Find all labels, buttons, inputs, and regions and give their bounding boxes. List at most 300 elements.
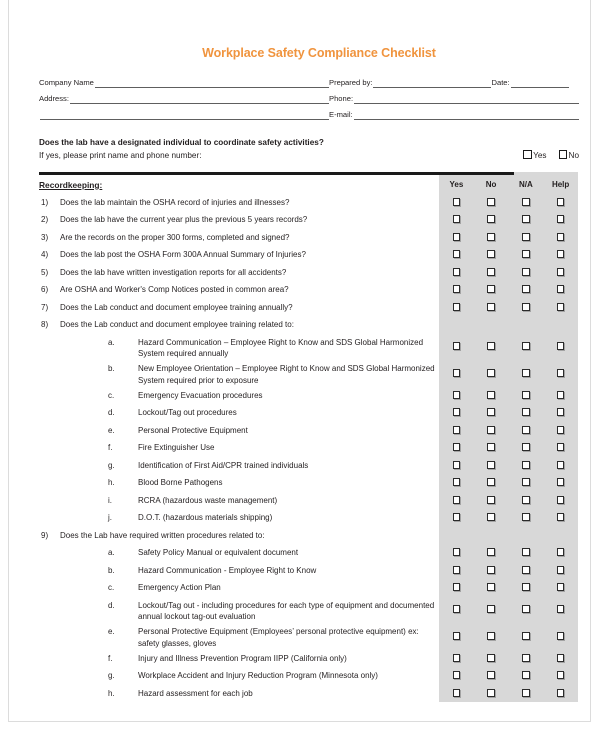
checkbox-icon[interactable] xyxy=(453,461,461,469)
answer-cell-help[interactable] xyxy=(543,215,578,223)
answer-cell-no[interactable] xyxy=(474,566,509,574)
answer-cell-help[interactable] xyxy=(543,632,578,640)
answer-cell-yes[interactable] xyxy=(439,342,474,350)
answer-cell-help[interactable] xyxy=(543,443,578,451)
row-answer-boxes xyxy=(439,509,578,527)
checkbox-icon[interactable] xyxy=(522,654,530,662)
row-label: Lockout/Tag out - including procedures for each type of equipment and documented annual lockout tag-out evaluation xyxy=(138,600,435,621)
date-label: Date: xyxy=(491,78,510,87)
checkbox-icon[interactable] xyxy=(557,566,565,574)
row-letter: d. xyxy=(108,600,115,610)
answer-cell-na[interactable] xyxy=(509,654,544,662)
row-answer-boxes xyxy=(439,360,578,387)
answer-cell-yes[interactable] xyxy=(439,632,474,640)
row-text xyxy=(39,263,439,281)
checkbox-icon[interactable] xyxy=(522,632,530,640)
checkbox-icon[interactable] xyxy=(487,342,495,350)
checkbox-icon[interactable] xyxy=(559,150,568,159)
answer-cell-no[interactable] xyxy=(474,285,509,293)
checkbox-icon[interactable] xyxy=(522,250,530,258)
checkbox-icon[interactable] xyxy=(557,548,565,556)
table-row xyxy=(39,439,579,457)
answer-cell-na[interactable] xyxy=(509,285,544,293)
checkbox-icon[interactable] xyxy=(487,369,495,377)
answer-cell-na[interactable] xyxy=(509,461,544,469)
checkbox-icon[interactable] xyxy=(453,342,461,350)
answer-cell-help[interactable] xyxy=(543,250,578,258)
checkbox-icon[interactable] xyxy=(487,566,495,574)
table-row xyxy=(39,491,579,509)
row-text xyxy=(39,509,439,527)
checkbox-icon[interactable] xyxy=(487,461,495,469)
checkbox-icon[interactable] xyxy=(557,342,565,350)
checkbox-icon[interactable] xyxy=(487,198,495,206)
answer-cell-no[interactable] xyxy=(474,632,509,640)
checkbox-icon[interactable] xyxy=(453,408,461,416)
answer-cell-help[interactable] xyxy=(543,408,578,416)
checkbox-icon[interactable] xyxy=(487,583,495,591)
answer-cell-na[interactable] xyxy=(509,478,544,486)
row-answer-boxes xyxy=(439,333,578,360)
answer-cell-help[interactable] xyxy=(543,654,578,662)
checkbox-icon[interactable] xyxy=(557,461,565,469)
checkbox-icon[interactable] xyxy=(487,548,495,556)
row-text xyxy=(39,456,439,474)
answer-cell-help[interactable] xyxy=(543,548,578,556)
table-row xyxy=(39,526,579,544)
row-label: Emergency Action Plan xyxy=(138,583,221,592)
table-row xyxy=(39,667,579,685)
answer-cell-yes[interactable] xyxy=(439,233,474,241)
answer-cell-yes[interactable] xyxy=(439,303,474,311)
answer-cell-help[interactable] xyxy=(543,689,578,697)
answer-cell-help[interactable] xyxy=(543,268,578,276)
answer-cell-yes[interactable] xyxy=(439,443,474,451)
answer-cell-no[interactable] xyxy=(474,478,509,486)
checkbox-icon[interactable] xyxy=(487,443,495,451)
checkbox-icon[interactable] xyxy=(557,513,565,521)
row-answer-boxes xyxy=(439,684,578,702)
answer-cell-help[interactable] xyxy=(543,513,578,521)
answer-cell-na[interactable] xyxy=(509,632,544,640)
checkbox-icon[interactable] xyxy=(453,198,461,206)
checkbox-icon[interactable] xyxy=(557,268,565,276)
answer-cell-help[interactable] xyxy=(543,566,578,574)
answer-cell-yes[interactable] xyxy=(439,461,474,469)
checkbox-icon[interactable] xyxy=(522,583,530,591)
row-text xyxy=(39,316,439,334)
checkbox-icon[interactable] xyxy=(522,285,530,293)
answer-cell-yes[interactable] xyxy=(439,408,474,416)
answer-cell-no[interactable] xyxy=(474,605,509,613)
checkbox-icon[interactable] xyxy=(522,426,530,434)
table-row xyxy=(39,649,579,667)
answer-cell-help[interactable] xyxy=(543,198,578,206)
checkbox-icon[interactable] xyxy=(487,513,495,521)
answer-cell-yes[interactable] xyxy=(439,478,474,486)
checkbox-icon[interactable] xyxy=(487,303,495,311)
answer-cell-yes[interactable] xyxy=(439,285,474,293)
table-row xyxy=(39,404,579,422)
row-text xyxy=(39,228,439,246)
answer-cell-no[interactable] xyxy=(474,583,509,591)
row-answer-boxes xyxy=(439,456,578,474)
checkbox-icon[interactable] xyxy=(487,654,495,662)
row-label: Are the records on the proper 300 forms, completed and signed? xyxy=(60,232,290,242)
table-row xyxy=(39,456,579,474)
address-input[interactable] xyxy=(70,93,329,104)
prepared-by-input[interactable] xyxy=(373,77,491,88)
email-field-group xyxy=(329,109,579,120)
answer-cell-yes[interactable] xyxy=(439,369,474,377)
answer-cell-yes[interactable] xyxy=(439,605,474,613)
answer-cell-help[interactable] xyxy=(543,342,578,350)
company-name-input[interactable] xyxy=(95,77,329,88)
checkbox-icon[interactable] xyxy=(557,285,565,293)
checkbox-icon[interactable] xyxy=(522,391,530,399)
answer-cell-no[interactable] xyxy=(474,233,509,241)
checkbox-icon[interactable] xyxy=(487,632,495,640)
checkbox-icon[interactable] xyxy=(487,268,495,276)
checkbox-icon[interactable] xyxy=(522,408,530,416)
prepared-by-date-group xyxy=(329,77,579,88)
row-text xyxy=(39,684,439,702)
row-letter: h. xyxy=(108,688,115,698)
answer-cell-help[interactable] xyxy=(543,285,578,293)
answer-cell-yes[interactable] xyxy=(439,689,474,697)
row-label: Are OSHA and Worker's Comp Notices posted in common area? xyxy=(60,285,289,294)
designated-individual-question xyxy=(39,136,579,162)
checkbox-icon[interactable] xyxy=(453,285,461,293)
answer-cell-yes[interactable] xyxy=(439,548,474,556)
checkbox-icon[interactable] xyxy=(557,583,565,591)
row-label: Hazard assessment for each job xyxy=(138,688,253,698)
answer-cell-no[interactable] xyxy=(474,303,509,311)
answer-cell-na[interactable] xyxy=(509,605,544,613)
checkbox-icon[interactable] xyxy=(487,605,495,613)
checklist-table xyxy=(39,172,579,702)
row-number xyxy=(39,600,58,623)
answer-cell-na[interactable] xyxy=(509,391,544,399)
answer-cell-no[interactable] xyxy=(474,342,509,350)
checkbox-icon[interactable] xyxy=(453,303,461,311)
checkbox-icon[interactable] xyxy=(453,369,461,377)
row-answer-boxes xyxy=(439,298,578,316)
table-row xyxy=(39,684,579,702)
address-label: Address: xyxy=(39,94,69,103)
checkbox-icon[interactable] xyxy=(453,689,461,697)
answer-cell-na[interactable] xyxy=(509,443,544,451)
answer-cell-yes[interactable] xyxy=(439,671,474,679)
table-row xyxy=(39,333,579,360)
row-number: 9) xyxy=(41,530,49,540)
checkbox-icon[interactable] xyxy=(453,443,461,451)
row-label: Blood Borne Pathogens xyxy=(138,478,223,487)
checkbox-icon[interactable] xyxy=(487,671,495,679)
answer-cell-na[interactable] xyxy=(509,233,544,241)
checkbox-icon[interactable] xyxy=(557,408,565,416)
answer-cell-help[interactable] xyxy=(543,496,578,504)
answer-cell-yes[interactable] xyxy=(439,583,474,591)
answer-cell-help[interactable] xyxy=(543,233,578,241)
row-answer-boxes xyxy=(439,544,578,562)
row-text xyxy=(39,439,439,457)
row-label: Does the lab have written investigation reports for all accidents? xyxy=(60,267,287,277)
checkbox-icon[interactable] xyxy=(453,513,461,521)
row-number: 5) xyxy=(41,267,49,277)
checkbox-icon[interactable] xyxy=(487,285,495,293)
answer-cell-no[interactable] xyxy=(474,443,509,451)
row-number xyxy=(39,565,58,579)
answer-cell-na[interactable] xyxy=(509,215,544,223)
answer-cell-na[interactable] xyxy=(509,408,544,416)
answer-cell-no[interactable] xyxy=(474,461,509,469)
table-row xyxy=(39,561,579,579)
checkbox-icon[interactable] xyxy=(453,671,461,679)
checkbox-icon[interactable] xyxy=(453,548,461,556)
row-label: Identification of First Aid/CPR trained individuals xyxy=(138,460,309,470)
row-number xyxy=(39,582,58,596)
answer-cell-na[interactable] xyxy=(509,496,544,504)
checkbox-icon[interactable] xyxy=(522,513,530,521)
checkbox-icon[interactable] xyxy=(522,369,530,377)
answer-cell-yes[interactable] xyxy=(439,268,474,276)
row-text xyxy=(39,526,439,544)
answer-cell-na[interactable] xyxy=(509,268,544,276)
row-letter: d. xyxy=(108,408,115,417)
phone-field-group xyxy=(329,93,579,104)
table-row xyxy=(39,544,579,562)
checkbox-icon[interactable] xyxy=(557,391,565,399)
row-number xyxy=(39,512,58,526)
checkbox-icon[interactable] xyxy=(557,654,565,662)
answer-cell-yes[interactable] xyxy=(439,654,474,662)
row-answer-boxes xyxy=(439,246,578,264)
answer-cell-no[interactable] xyxy=(474,268,509,276)
answer-cell-help[interactable] xyxy=(543,671,578,679)
designated-no-option[interactable] xyxy=(559,149,579,162)
answer-cell-na[interactable] xyxy=(509,426,544,434)
row-label: Lockout/Tag out procedures xyxy=(138,408,237,417)
checkbox-icon[interactable] xyxy=(557,426,565,434)
row-text xyxy=(39,649,439,667)
answer-cell-no[interactable] xyxy=(474,548,509,556)
checkbox-icon[interactable] xyxy=(557,303,565,311)
answer-cell-yes[interactable] xyxy=(439,391,474,399)
row-label: Fire Extinguisher Use xyxy=(138,443,215,452)
checkbox-icon[interactable] xyxy=(522,342,530,350)
column-headers xyxy=(439,180,578,189)
checkbox-icon[interactable] xyxy=(453,496,461,504)
checkbox-icon[interactable] xyxy=(487,250,495,258)
checkbox-icon[interactable] xyxy=(522,461,530,469)
answer-cell-yes[interactable] xyxy=(439,513,474,521)
checkbox-icon[interactable] xyxy=(522,566,530,574)
checkbox-icon[interactable] xyxy=(522,215,530,223)
address-line2-group xyxy=(39,109,329,120)
row-label: Safety Policy Manual or equivalent document xyxy=(138,548,299,557)
row-label: Does the Lab conduct and document employee training annually? xyxy=(60,302,293,312)
row-text xyxy=(39,246,439,264)
checkbox-icon[interactable] xyxy=(453,566,461,574)
checkbox-icon[interactable] xyxy=(487,689,495,697)
answer-cell-help[interactable] xyxy=(543,426,578,434)
answer-cell-help[interactable] xyxy=(543,391,578,399)
answer-cell-na[interactable] xyxy=(509,303,544,311)
checkbox-icon[interactable] xyxy=(557,478,565,486)
checkbox-icon[interactable] xyxy=(453,391,461,399)
answer-cell-yes[interactable] xyxy=(439,426,474,434)
checkbox-icon[interactable] xyxy=(453,215,461,223)
row-text xyxy=(39,386,439,404)
table-row xyxy=(39,509,579,527)
checkbox-icon[interactable] xyxy=(487,478,495,486)
prepared-by-label: Prepared by: xyxy=(329,78,373,87)
company-info-form xyxy=(39,72,579,120)
answer-cell-na[interactable] xyxy=(509,198,544,206)
answer-cell-no[interactable] xyxy=(474,496,509,504)
email-input[interactable] xyxy=(354,109,579,120)
answer-cell-na[interactable] xyxy=(509,250,544,258)
checkbox-icon[interactable] xyxy=(522,689,530,697)
row-label: Hazard Communication – Employee Right to Know and SDS Global Harmonized System required annually xyxy=(138,337,424,358)
answer-cell-na[interactable] xyxy=(509,342,544,350)
checkbox-icon[interactable] xyxy=(522,233,530,241)
checkbox-icon[interactable] xyxy=(453,654,461,662)
answer-cell-help[interactable] xyxy=(543,461,578,469)
checkbox-icon[interactable] xyxy=(557,496,565,504)
checkbox-icon[interactable] xyxy=(557,632,565,640)
page-title: Workplace Safety Compliance Checklist xyxy=(202,46,436,60)
checkbox-icon[interactable] xyxy=(453,233,461,241)
answer-cell-no[interactable] xyxy=(474,689,509,697)
row-number xyxy=(39,363,58,386)
row-answer-boxes xyxy=(439,263,578,281)
checkbox-icon[interactable] xyxy=(557,198,565,206)
row-letter: e. xyxy=(108,627,115,636)
checkbox-icon[interactable] xyxy=(557,671,565,679)
answer-cell-help[interactable] xyxy=(543,605,578,613)
row-answer-boxes xyxy=(439,526,578,544)
row-number: 8) xyxy=(41,320,49,329)
checkbox-icon[interactable] xyxy=(487,215,495,223)
answer-cell-help[interactable] xyxy=(543,369,578,377)
company-name-label: Company Name xyxy=(39,78,94,87)
answer-cell-no[interactable] xyxy=(474,408,509,416)
row-answer-boxes xyxy=(439,386,578,404)
row-letter: f. xyxy=(108,653,113,663)
row-text xyxy=(39,623,439,650)
answer-cell-yes[interactable] xyxy=(439,198,474,206)
checkbox-icon[interactable] xyxy=(557,605,565,613)
row-number xyxy=(39,670,58,684)
checkbox-icon[interactable] xyxy=(522,443,530,451)
row-answer-boxes xyxy=(439,667,578,685)
answer-cell-yes[interactable] xyxy=(439,215,474,223)
answer-cell-help[interactable] xyxy=(543,478,578,486)
checkbox-icon[interactable] xyxy=(453,268,461,276)
answer-cell-na[interactable] xyxy=(509,548,544,556)
checkbox-icon[interactable] xyxy=(522,605,530,613)
answer-cell-na[interactable] xyxy=(509,671,544,679)
answer-cell-help[interactable] xyxy=(543,583,578,591)
checkbox-icon[interactable] xyxy=(522,548,530,556)
checkbox-icon[interactable] xyxy=(557,443,565,451)
row-label: Does the Lab have required written procedures related to: xyxy=(60,530,265,540)
answer-cell-help[interactable] xyxy=(543,303,578,311)
checkbox-icon[interactable] xyxy=(523,150,532,159)
table-row xyxy=(39,263,579,281)
checkbox-icon[interactable] xyxy=(522,303,530,311)
answer-cell-yes[interactable] xyxy=(439,250,474,258)
form-row-2 xyxy=(39,88,579,104)
table-row xyxy=(39,386,579,404)
row-label: Does the Lab conduct and document employee training related to: xyxy=(60,320,294,329)
answer-cell-na[interactable] xyxy=(509,369,544,377)
checkbox-icon[interactable] xyxy=(453,478,461,486)
checkbox-icon[interactable] xyxy=(557,369,565,377)
answer-cell-no[interactable] xyxy=(474,513,509,521)
answer-cell-no[interactable] xyxy=(474,215,509,223)
address-line2-input[interactable] xyxy=(40,109,329,120)
answer-cell-no[interactable] xyxy=(474,426,509,434)
checkbox-icon[interactable] xyxy=(453,632,461,640)
checkbox-icon[interactable] xyxy=(453,583,461,591)
answer-cell-na[interactable] xyxy=(509,566,544,574)
answer-cell-no[interactable] xyxy=(474,198,509,206)
checkbox-icon[interactable] xyxy=(453,250,461,258)
checkbox-icon[interactable] xyxy=(487,426,495,434)
section-title: Recordkeeping: xyxy=(39,179,103,190)
checkbox-icon[interactable] xyxy=(522,198,530,206)
row-answer-boxes xyxy=(439,649,578,667)
date-input[interactable] xyxy=(511,77,569,88)
checkbox-icon[interactable] xyxy=(557,233,565,241)
checkbox-icon[interactable] xyxy=(453,605,461,613)
answer-cell-na[interactable] xyxy=(509,513,544,521)
phone-input[interactable] xyxy=(354,93,579,104)
answer-cell-yes[interactable] xyxy=(439,496,474,504)
checkbox-icon[interactable] xyxy=(557,215,565,223)
row-number: 1) xyxy=(41,197,49,207)
checkbox-icon[interactable] xyxy=(487,391,495,399)
answer-cell-na[interactable] xyxy=(509,583,544,591)
checkbox-icon[interactable] xyxy=(487,408,495,416)
answer-cell-no[interactable] xyxy=(474,369,509,377)
checkbox-icon[interactable] xyxy=(453,426,461,434)
checkbox-icon[interactable] xyxy=(487,233,495,241)
checkbox-icon[interactable] xyxy=(487,496,495,504)
answer-cell-no[interactable] xyxy=(474,671,509,679)
answer-cell-no[interactable] xyxy=(474,250,509,258)
table-row xyxy=(39,623,579,650)
checkbox-icon[interactable] xyxy=(522,268,530,276)
phone-label: Phone: xyxy=(329,94,354,103)
answer-cell-no[interactable] xyxy=(474,391,509,399)
answer-cell-na[interactable] xyxy=(509,689,544,697)
checkbox-icon[interactable] xyxy=(522,478,530,486)
answer-cell-no[interactable] xyxy=(474,654,509,662)
table-row xyxy=(39,211,579,229)
designated-followup-text: If yes, please print name and phone number: xyxy=(39,151,202,160)
column-header-no: No xyxy=(485,180,497,189)
checkbox-icon[interactable] xyxy=(557,250,565,258)
checkbox-icon[interactable] xyxy=(522,671,530,679)
designated-yes-option[interactable] xyxy=(523,149,546,162)
answer-cell-yes[interactable] xyxy=(439,566,474,574)
checkbox-icon[interactable] xyxy=(557,689,565,697)
checkbox-icon[interactable] xyxy=(522,496,530,504)
